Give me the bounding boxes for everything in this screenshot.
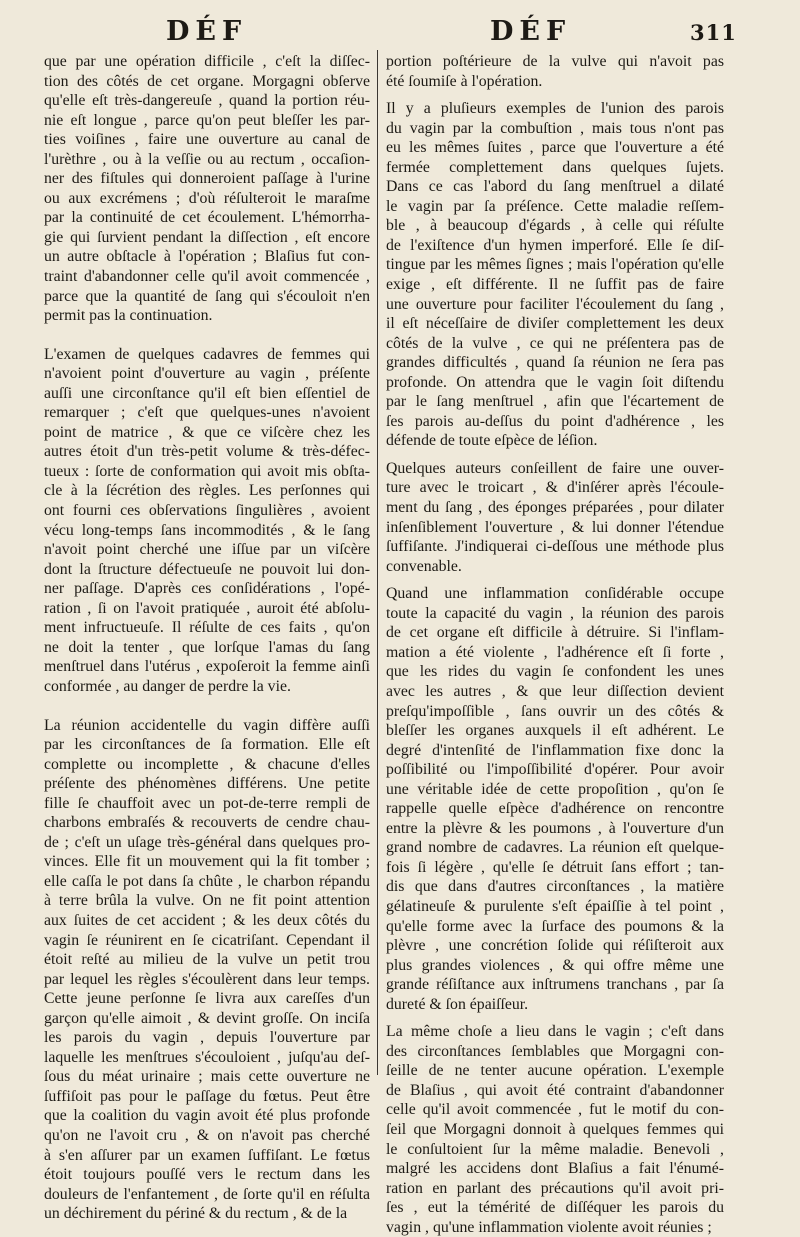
paragraph <box>44 52 370 326</box>
text-line: une ouverture pour faciliter l'écoulement du ſang , <box>386 295 724 313</box>
text-line: rappelle quelle eſpèce d'adhérence on rencontre <box>386 800 724 818</box>
text-line: que par une opération difficile , c'eſt la diſſec- <box>44 53 370 70</box>
text-line: menſtruel dans l'utérus , expoſeroit la femme ainſi <box>44 658 370 676</box>
text-line: n'avoient point d'ouverture au vagin , préſente <box>44 365 370 383</box>
text-line: garçon qu'elle aimoit , & devint groſſe. On inciſa <box>44 1009 370 1027</box>
text-line: fois ſi légère , qu'elle ſe détruit ſans effort ; tan- <box>386 858 724 876</box>
text-line: traint d'abandonner celle qu'il avoit commencée , <box>44 268 370 286</box>
left-column <box>44 52 370 1224</box>
paragraph <box>386 99 724 451</box>
text-line: côtés de la vulve , ce qui ne préſentera pas de <box>386 334 724 352</box>
text-line: les parois du vagin , depuis l'ouverture par <box>44 1029 370 1047</box>
text-line: étoit reſté au milieu de la vulve un petit trou <box>44 951 370 969</box>
text-line: vagin ſe réunirent en ſe cicatriſant. Cependant il <box>44 931 370 949</box>
text-line: grande réſiſtance aux inſtrumens tranchans , par ſa <box>386 976 724 994</box>
text-line: ration , ſi on l'avoit pratiquée , auroit été abſolu- <box>44 599 370 617</box>
text-line: plus grandes violences , & qui offre même une <box>386 956 724 974</box>
text-line: qu'elle forme avec la ſurface des poumons & la <box>386 917 724 935</box>
text-line: grandes difficultés , quand ſa réunion ne ſera pas <box>386 354 724 372</box>
paragraph <box>386 1022 724 1237</box>
text-line: ment infructueuſe. Il réſulte de ces faits , qu'on <box>44 619 370 637</box>
text-line: tion des côtés de cet organe. Morgagni obſerve <box>44 72 370 90</box>
paragraph <box>386 584 724 1014</box>
text-line: portion poſtérieure de la vulve qui n'avoit pas <box>386 53 724 70</box>
text-line: ble , à beaucoup d'égards , à celle qui réſulte <box>386 217 724 235</box>
text-line: ou aux excrémens ; d'où réſulteroit le maraſme <box>44 189 370 207</box>
text-line: ſous du méat urinaire ; mais cette ouverture ne <box>44 1068 370 1086</box>
text-line: gie qui ſurvient pendant la diſſection , eſt encore <box>44 228 370 246</box>
text-line: exige , eſt différente. Il ne ſuffit pas de faire <box>386 276 724 294</box>
text-line: autres étoit d'un très-petit volume & très-défec- <box>44 443 370 461</box>
text-line: conformée , au danger de perdre la vie. <box>44 677 291 695</box>
text-line: bleſſer les organes auxquels il eſt adhérent. Le <box>386 722 724 740</box>
text-line: que les rides du vagin ſe confondent les unes <box>386 663 724 681</box>
text-line: étoit toujours pouſſé vers le rectum dans les <box>44 1166 370 1184</box>
text-line: par les circonſtances de ſa formation. Elle eſt <box>44 736 370 754</box>
text-line: ſuffiſoit pas pour le paſſage du fœtus. Peut être <box>44 1087 370 1105</box>
paragraph <box>44 345 370 697</box>
text-line: du vagin par la combuſtion , mais tous n'ont pas <box>386 119 724 137</box>
text-line: de l'exiſtence d'un hymen imperforé. Elle ſe diſ- <box>386 236 724 254</box>
text-line: laquelle les menſtrues s'écouloient , juſqu'au deſ- <box>44 1048 370 1066</box>
text-line: inſenſiblement l'ouverture , & lui donner l'étendue <box>386 518 724 536</box>
text-line: entre la plèvre & les poumons , à l'ouverture d'un <box>386 819 724 837</box>
text-line: douleurs de l'enfantement , de ſorte qu'il en réſulta <box>44 1185 370 1203</box>
text-line: convenable. <box>386 557 462 575</box>
text-line: Quelques auteurs conſeillent de faire une ouver- <box>386 459 724 477</box>
text-line: ture avec le troicart , & d'inſérer après l'écoule- <box>386 479 724 497</box>
text-line: Cette jeune perſonne ſe livra aux careſſes d'un <box>44 990 370 1008</box>
text-line: de ; c'eſt un uſage très-général dans quelques pro- <box>44 833 370 851</box>
paragraph <box>386 459 724 576</box>
text-line: avec les autres , & que leur diſſection devient <box>386 682 724 700</box>
text-line: cle à la ſécrétion des règles. Les perſonnes qui <box>44 482 370 500</box>
text-line: ner paſſage. D'après ces conſidérations , l'opé- <box>44 580 370 598</box>
text-line: dont la ſtructure défectueuſe ne pouvoit lui don- <box>44 560 370 578</box>
text-line: une véritable idée de cette propoſition , qu'on ſe <box>386 780 724 798</box>
text-line: vagin , qu'une inflammation violente avoit réunies ; <box>386 1218 712 1236</box>
text-line: le vagin par ſa préſence. Cette maladie reſſem- <box>386 197 724 215</box>
text-line: ſuffiſante. J'indiquerai ci-deſſous une méthode plus <box>386 538 724 556</box>
text-line: eu les mêmes ſuites , parce que l'ouverture a été <box>386 139 724 157</box>
text-line: point de matrice , & que ce viſcère chez les <box>44 423 370 441</box>
text-line: vinces. Elle fit un mouvement qui la fit tomber ; <box>44 853 370 871</box>
text-line: grand nombre de cadavres. La réunion eſt quelque- <box>386 839 724 857</box>
right-running-title: DÉF <box>490 16 572 47</box>
text-line: un déchirement du périné & du rectum , & de la <box>44 1205 348 1223</box>
text-line: n'avoit point cherché une iſſue par un viſcère <box>44 541 370 559</box>
text-line: ment du ſang , des éponges préparées , pour dilater <box>386 499 724 517</box>
text-line: ner des fiſtules qui donneroient paſſage à l'urine <box>44 170 370 188</box>
text-line: à s'en aſſurer par un examen ſuffiſant. Le fœtus <box>44 1146 370 1164</box>
text-line: poſſibilité ou l'impoſſibilité d'opérer. Pour avoir <box>386 761 724 779</box>
text-line: tingue par les mêmes ſignes ; mais l'opération qu'elle <box>386 256 724 274</box>
text-line: plèvre , une concrétion ſolide qui réſiſteroit aux <box>386 937 724 955</box>
text-line: malgré les accidens dont Blaſius a fait l'énumé- <box>386 1160 724 1178</box>
text-line: par lequel les règles s'écoulèrent dans leur temps. <box>44 970 370 988</box>
text-line: ont fourni ces obſervations ſingulières , avoient <box>44 502 370 520</box>
text-line: qu'on ne l'avoit cru , & on n'avoit pas cherché <box>44 1126 370 1144</box>
text-line: La même choſe a lieu dans le vagin ; c'eſt dans <box>386 1023 724 1041</box>
text-line: qu'elle eſt très-dangereuſe , quand la portion réu- <box>44 92 370 110</box>
text-line: ſeil que Morgagni donnoit à quelques femmes qui <box>386 1120 724 1138</box>
text-line: elle caſſa le pot dans ſa chûte , le charbon répandu <box>44 872 370 890</box>
paragraph <box>44 716 370 1224</box>
text-line: été ſoumiſe à l'opération. <box>386 72 543 90</box>
text-line: de Blaſius , qui avoit été contraint d'abandonner <box>386 1081 724 1099</box>
text-line: Il y a pluſieurs exemples de l'union des parois <box>386 100 724 118</box>
text-line: que la coalition du vagin avoit été plus profonde <box>44 1107 370 1125</box>
text-line: par le ſang menſtruel , afin que l'écartement de <box>386 393 724 411</box>
text-line: de cet organe eſt difficile à détruire. Si l'inflam- <box>386 624 724 642</box>
text-line: permit pas la continuation. <box>44 307 213 325</box>
text-line: charbons embraſés & recouverts de cendre chau- <box>44 814 370 832</box>
text-line: complette ou incomplette , & chacune d'elles <box>44 755 370 773</box>
text-line: tueux : ſorte de conformation qui avoit mis obſta- <box>44 462 370 480</box>
text-line: à terre brûla la vulve. On ne fit point attention <box>44 892 370 910</box>
text-line: préſente des phénomènes différens. Une petite <box>44 775 370 793</box>
text-line: preſqu'impoſſible , ſans ouvrir un des côtés & <box>386 702 724 720</box>
text-line: ne doit la tenter , que lorſque l'amas du ſang <box>44 638 370 656</box>
text-line: L'examen de quelques cadavres de femmes qui <box>44 345 370 363</box>
left-running-title: DÉF <box>166 16 248 47</box>
text-line: Dans ce cas l'abord du ſang menſtruel a dilaté <box>386 178 724 196</box>
text-line: le conſultoient ſur la même maladie. Benevoli , <box>386 1140 724 1158</box>
text-line: ration en parlant des précautions qu'il avoit pri- <box>386 1179 724 1197</box>
text-line: défende de toute eſpèce de léſion. <box>386 432 598 450</box>
text-line: fermée complettement dans quelques ſujets. <box>386 158 724 176</box>
text-line: des circonſtances ſemblables que Morgagni con- <box>386 1042 724 1060</box>
text-line: profonde. On attendra que le vagin ſoit diſtendu <box>386 373 724 391</box>
text-line: celle qu'il avoit commencée , fut le motif du con- <box>386 1101 724 1119</box>
column-divider <box>377 50 378 1075</box>
text-line: un autre obſtacle à l'opération ; Blaſius fut con- <box>44 248 370 266</box>
text-line: ſes , eut la témérité de diſſéquer les parois du <box>386 1199 724 1217</box>
text-line: La réunion accidentelle du vagin diffère auſſi <box>44 716 370 734</box>
paragraph <box>386 52 724 91</box>
text-line: toute la capacité du vagin , la réunion des parois <box>386 604 724 622</box>
text-line: dureté & ſon épaiſſeur. <box>386 995 529 1013</box>
text-line: degré d'intenſité de l'inflammation fixe donc la <box>386 741 724 759</box>
text-line: Quand une inflammation conſidérable occupe <box>386 585 724 603</box>
right-column <box>386 52 724 1237</box>
text-line: dis que dans d'autres circonſtances , la matière <box>386 878 724 896</box>
text-line: l'urèthre , ou à la veſſie ou au rectum , occaſion- <box>44 150 370 168</box>
text-line: fille ſe chauffoit avec un pot-de-terre rempli de <box>44 794 370 812</box>
text-line: parce que la quantité de ſang qui s'écouloit n'en <box>44 287 370 305</box>
text-line: vécu long-temps ſans incommodités , & le ſang <box>44 521 370 539</box>
text-line: ſes parois au-deſſus du point d'adhérence , les <box>386 412 724 430</box>
text-line: par la continuité de cet écoulement. L'hémorrha- <box>44 209 370 227</box>
text-line: mation a été violente , l'adhérence eſt ſi forte , <box>386 643 724 661</box>
text-line: il eſt néceſſaire de diviſer complettement les deux <box>386 315 724 333</box>
text-line: nie eſt longue , parce qu'on peut bleſſer les par- <box>44 111 370 129</box>
text-line: ſeille de ne tenter aucune opération. L'exemple <box>386 1062 724 1080</box>
text-line: remarquer ; c'eſt que quelques-unes n'avoient <box>44 404 370 422</box>
running-header <box>0 16 800 50</box>
text-line: aux ſuites de cet accident ; & les deux côtés du <box>44 911 370 929</box>
page-number: 311 <box>690 20 737 45</box>
text-line: ties voiſines , faire une ouverture au canal de <box>44 131 370 149</box>
text-line: gélatineuſe & purulente s'eſt épaiſſie à tel point , <box>386 897 724 915</box>
text-line: auſſi une circonſtance qu'il eſt bien eſſentiel de <box>44 384 370 402</box>
